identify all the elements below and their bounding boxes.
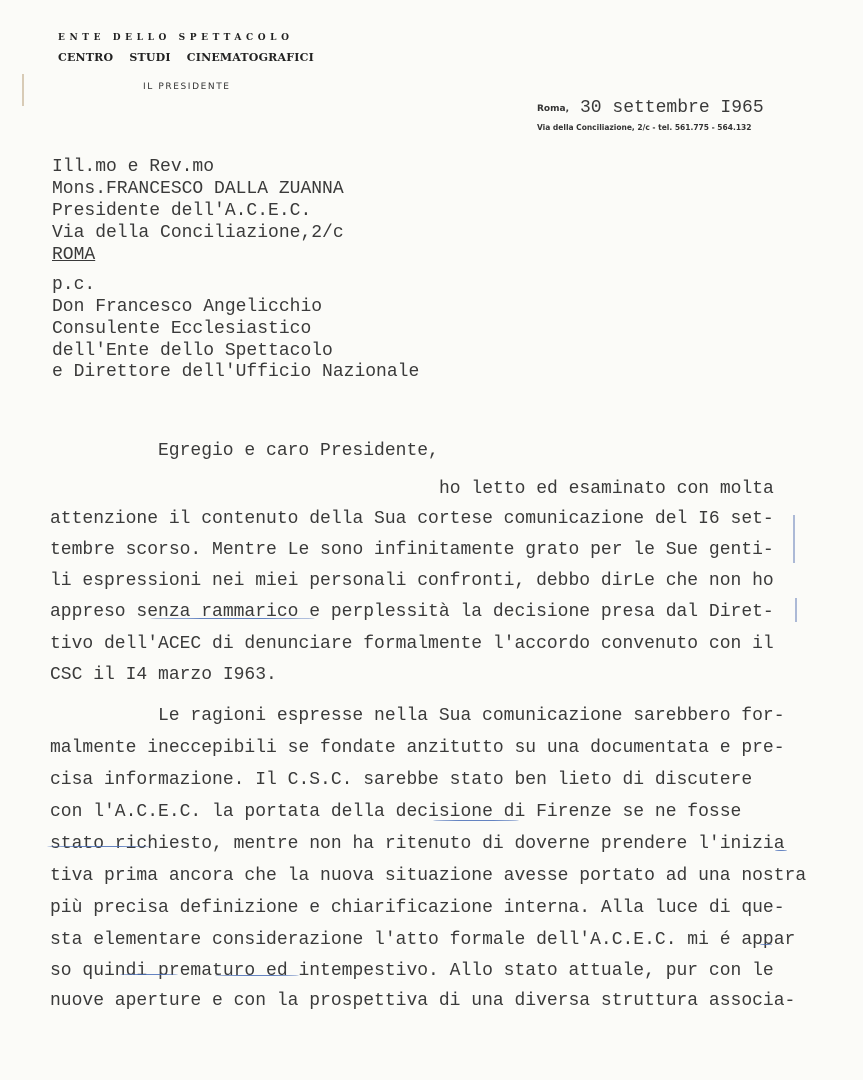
- text-line: tivo dell'ACEC di denunciare formalmente l'accordo convenuto con il: [50, 634, 774, 654]
- text-line: appreso senza rammarico e perplessità la decisione presa dal Diret-: [50, 602, 774, 622]
- letterhead-centre: CENTRO STUDI CINEMATOGRAFICI: [58, 51, 314, 64]
- text-line: Le ragioni espresse nella Sua comunicazione sarebbero for-: [158, 706, 785, 726]
- letter-date: 30 settembre I965: [580, 98, 764, 118]
- margin-mark: [22, 74, 24, 106]
- pen-underline: [760, 944, 772, 945]
- pen-underline: [215, 975, 299, 976]
- salutation: Egregio e caro Presidente,: [158, 441, 439, 461]
- letterhead-address: Via della Conciliazione, 2/c - tel. 561.775 - 564.132: [537, 123, 752, 132]
- text-line: sta elementare considerazione l'atto formale dell'A.C.E.C. mi é appar: [50, 930, 796, 950]
- recipient-line: Via della Conciliazione,2/c: [52, 223, 344, 243]
- text-line: li espressioni nei miei personali confronti, debbo dirLe che non ho: [50, 571, 774, 591]
- text-line: con l'A.C.E.C. la portata della decisione di Firenze se ne fosse: [50, 802, 742, 822]
- recipient-line: Mons.FRANCESCO DALLA ZUANNA: [52, 179, 344, 199]
- cc-line: p.c.: [52, 275, 96, 295]
- letterhead-org: ENTE DELLO SPETTACOLO: [58, 33, 294, 43]
- cc-line: e Direttore dell'Ufficio Nazionale: [52, 362, 420, 382]
- text-line: CSC il I4 marzo I963.: [50, 665, 277, 685]
- margin-mark: [793, 515, 795, 563]
- text-line: malmente ineccepibili se fondate anzitutto su una documentata e pre-: [50, 738, 785, 758]
- pen-underline: [120, 974, 178, 975]
- text-line: tembre scorso. Mentre Le sono infinitamente grato per le Sue genti-: [50, 540, 774, 560]
- letter-place: Roma,: [537, 104, 569, 114]
- text-line: so quindi prematuro ed intempestivo. Allo stato attuale, pur con le: [50, 961, 774, 981]
- pen-underline: [47, 846, 151, 847]
- pen-underline: [150, 618, 315, 619]
- text-line: ho letto ed esaminato con molta: [439, 479, 774, 499]
- cc-line: Don Francesco Angelicchio: [52, 297, 323, 317]
- text-line: più precisa definizione e chiarificazione interna. Alla luce di que-: [50, 898, 785, 918]
- recipient-city: ROMA: [52, 245, 96, 265]
- recipient-line: Ill.mo e Rev.mo: [52, 157, 215, 177]
- text-line: stato richiesto, mentre non ha ritenuto di doverne prendere l'inizia: [50, 834, 785, 854]
- cc-line: Consulente Ecclesiastico: [52, 319, 312, 339]
- text-line: attenzione il contenuto della Sua cortese comunicazione del I6 set-: [50, 509, 774, 529]
- letterhead-office: IL PRESIDENTE: [143, 82, 231, 92]
- pen-underline: [775, 850, 787, 851]
- pen-underline: [433, 820, 519, 821]
- text-line: nuove aperture e con la prospettiva di una diversa struttura associa-: [50, 991, 796, 1011]
- text-line: cisa informazione. Il C.S.C. sarebbe stato ben lieto di discutere: [50, 770, 753, 790]
- cc-line: dell'Ente dello Spettacolo: [52, 341, 333, 361]
- text-line: tiva prima ancora che la nuova situazione avesse portato ad una nostra: [50, 866, 807, 886]
- margin-mark: [795, 598, 797, 622]
- recipient-line: Presidente dell'A.C.E.C.: [52, 201, 312, 221]
